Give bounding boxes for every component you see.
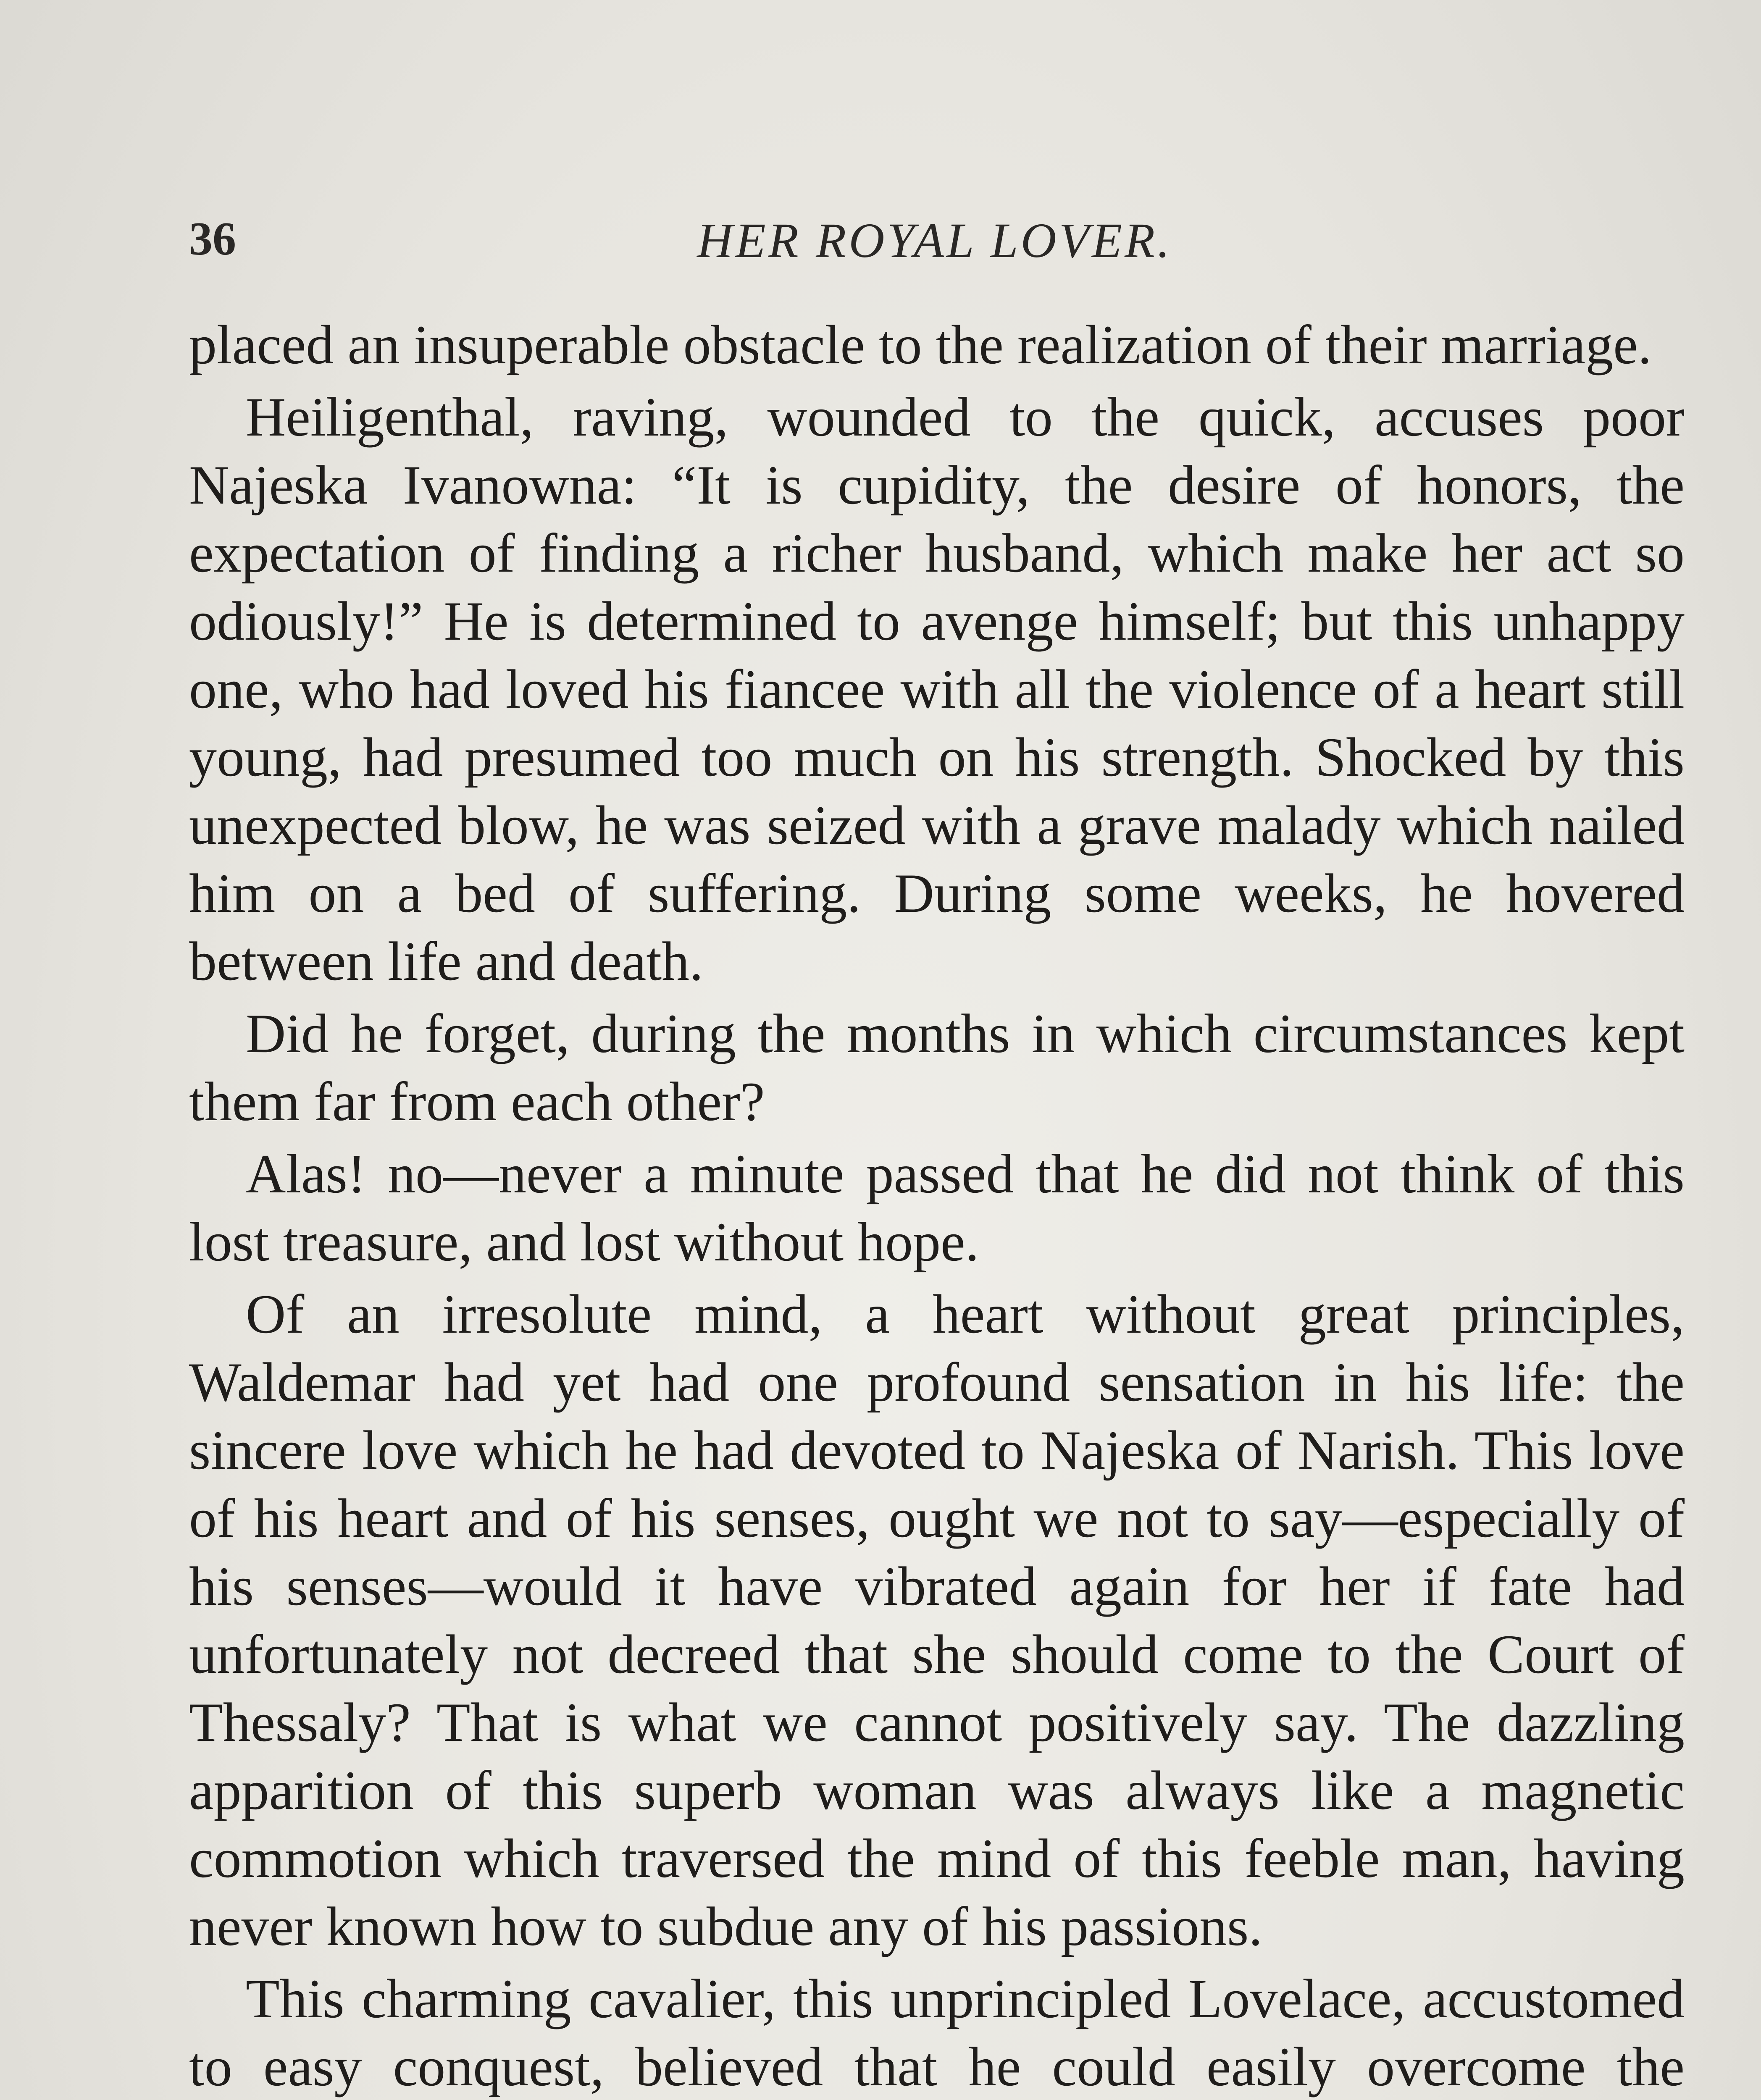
page-number: 36 — [189, 213, 236, 265]
running-head — [189, 212, 1680, 275]
paragraph: placed an insuperable obstacle to the realization of their marriage. — [189, 314, 1652, 375]
paragraph: Of an irresolute mind, a heart without great principles, Waldemar had yet had one profound sensation in his life: the sincere love which he had devoted to Najeska of Narish. This love of his heart and of his senses, ought we not to say—especially of his senses—would it have vibrated again for her if fate had unfortunately not decreed that she should come to the Court of Thessaly? That is what we cannot positively say. The dazzling apparition of this superb woman was always like a magnetic commotion which traversed the mind of this feeble man, having never known how to subdue any of his passions. — [189, 1283, 1685, 1957]
body-text — [189, 311, 1685, 2100]
paragraph: Did he forget, during the months in which circumstances kept them far from each other? — [189, 1003, 1685, 1132]
paragraph: Heiligenthal, raving, wounded to the quick, accuses poor Najeska Ivanowna: “It is cupidity, the desire of honors, the expectation of finding a richer husband, which make her act so odiously!” He is determined to avenge himself; but this unhappy one, who had loved his fiancee with all the violence of a heart still young, had presumed too much on his strength. Shocked by this unexpected blow, he was seized with a grave malady which nailed him on a bed of suffering. During some weeks, he hovered between life and death. — [189, 386, 1685, 992]
paragraph: Alas! no—never a minute passed that he did not think of this lost treasure, and lost without hope. — [189, 1143, 1685, 1273]
paragraph: This charming cavalier, this unprincipled Lovelace, accustomed to easy conquest, believed that he could easily overcome the — [189, 1968, 1685, 2097]
running-title: HER ROYAL LOVER. — [697, 213, 1172, 268]
